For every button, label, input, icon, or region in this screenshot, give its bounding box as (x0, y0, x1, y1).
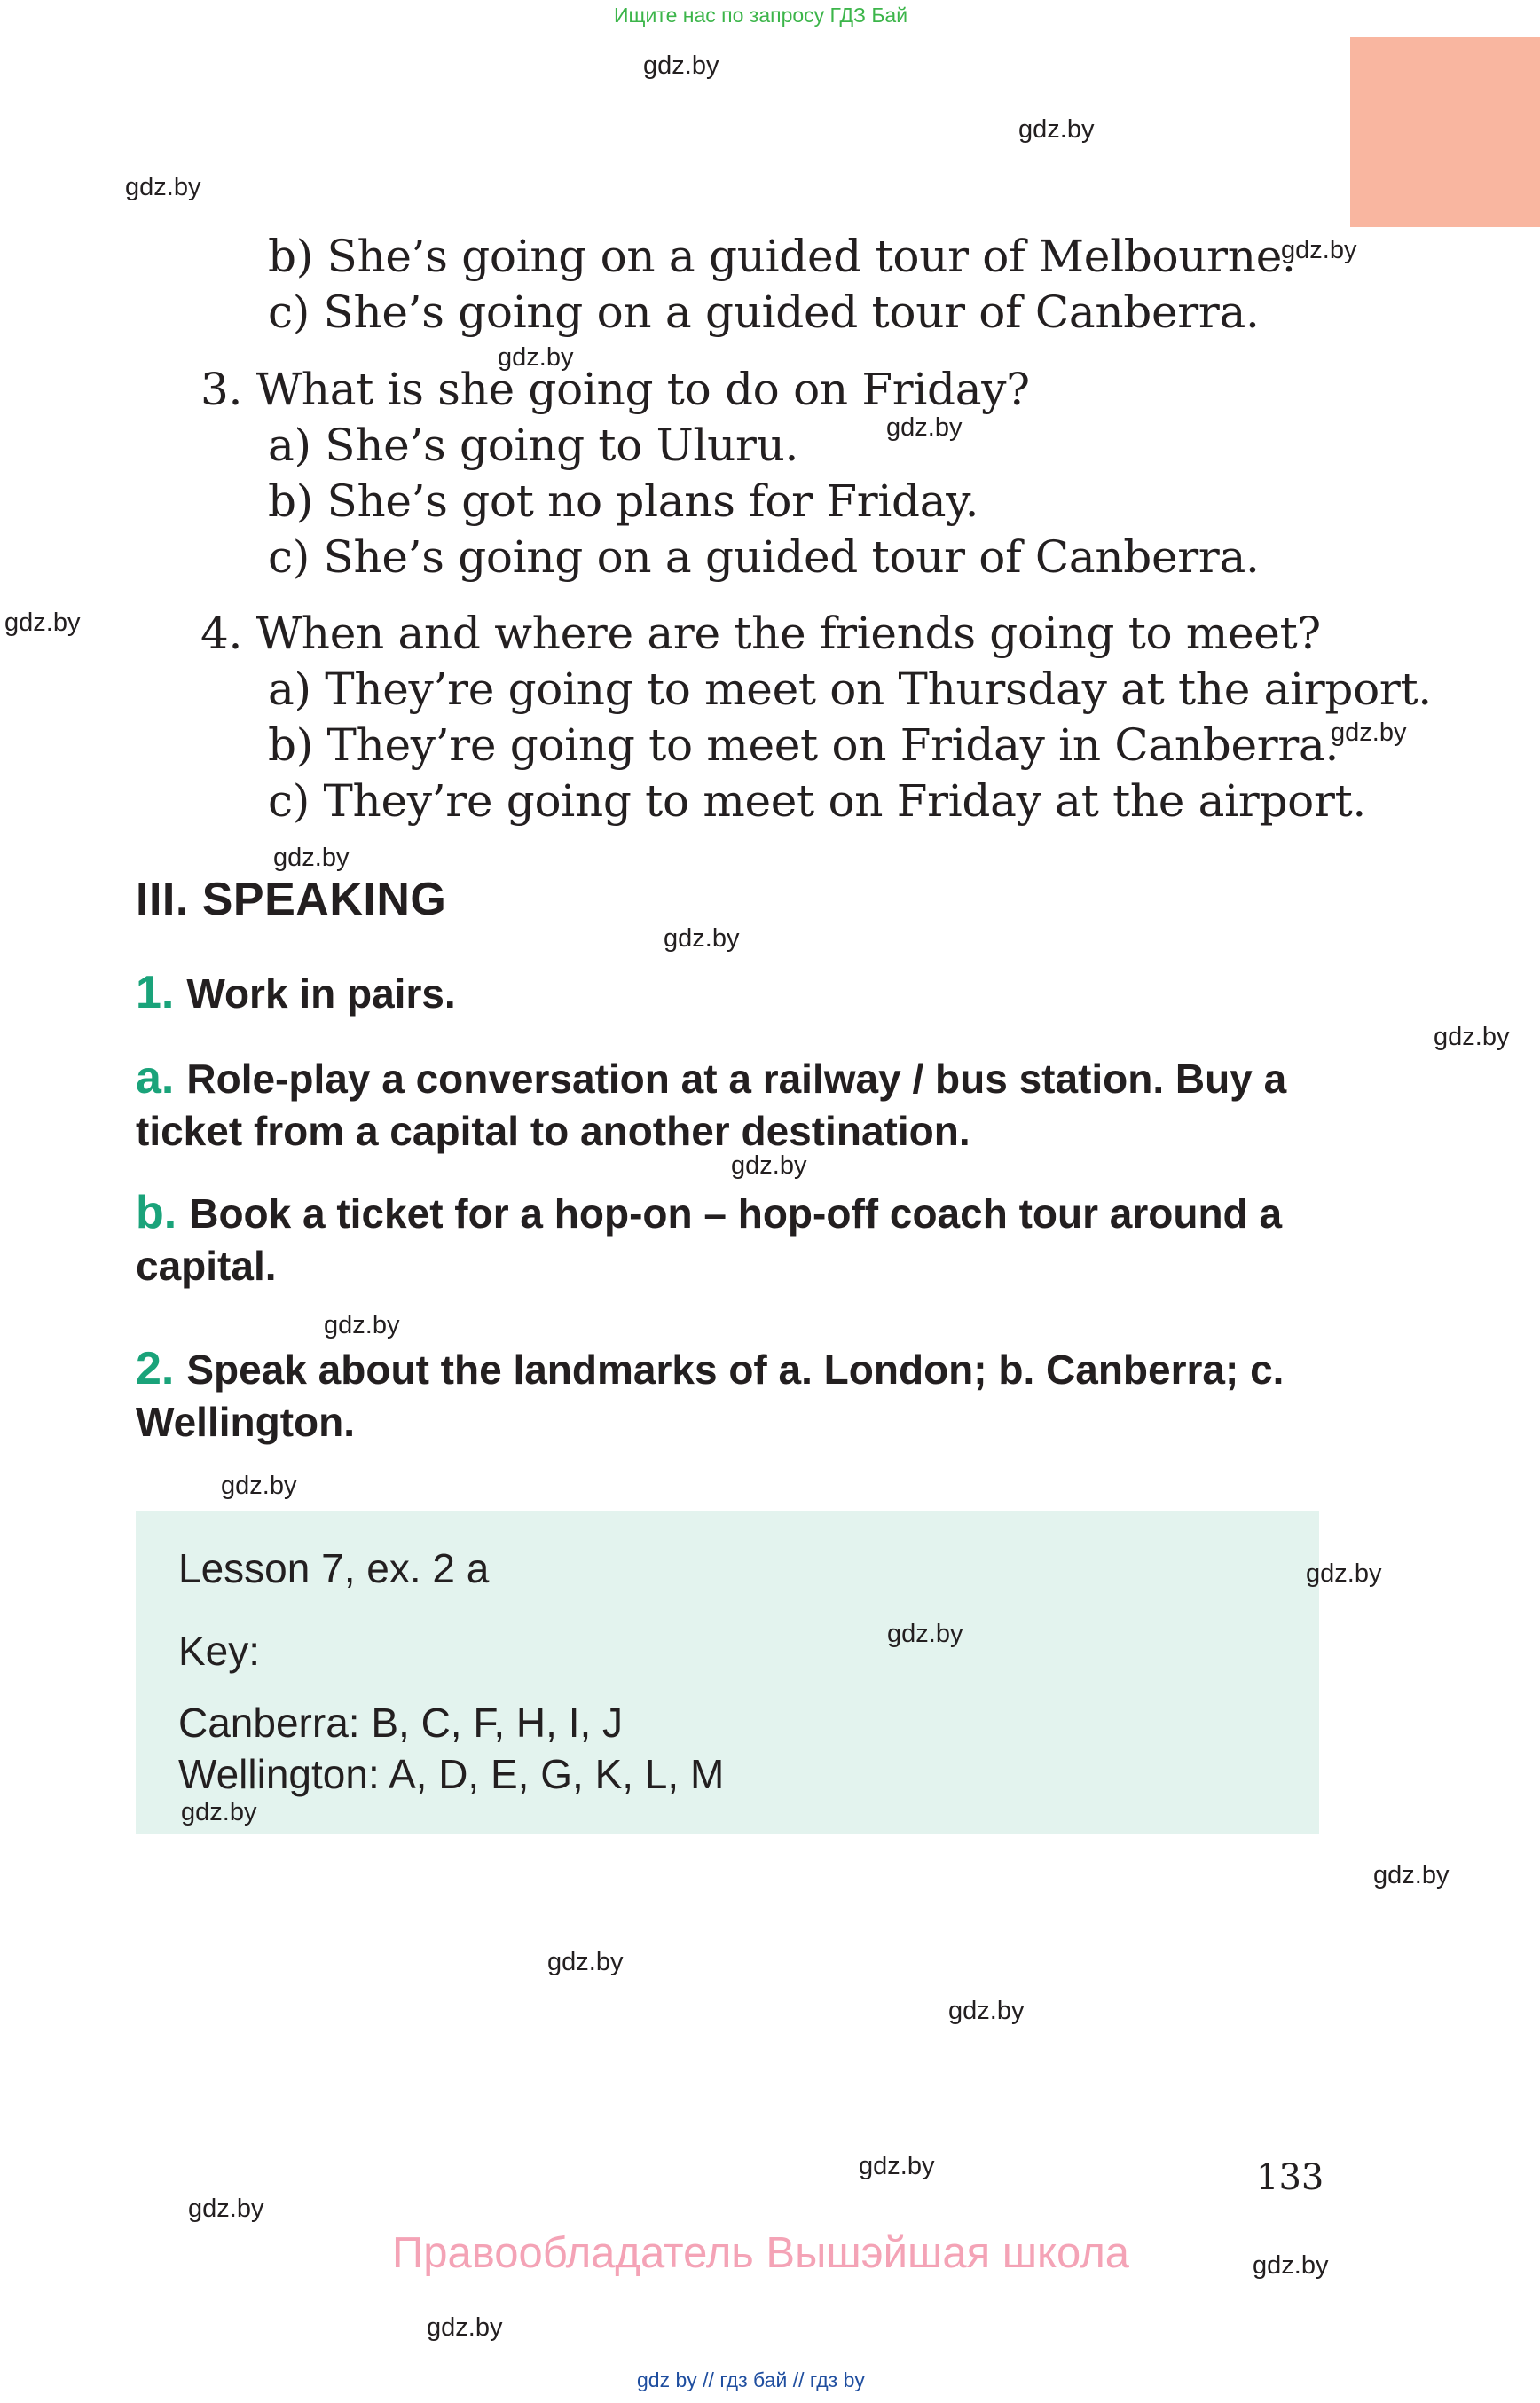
watermark: gdz.by (948, 1997, 1025, 2025)
corner-tab (1350, 37, 1540, 227)
top-banner: Ищите нас по запросу ГДЗ Бай (614, 4, 908, 27)
key-label: Key: (178, 1628, 261, 1674)
watermark: gdz.by (547, 1948, 624, 1976)
answer-key-box (136, 1511, 1319, 1834)
speaking-heading: III. SPEAKING (136, 874, 447, 925)
task-1a-text: Role-play a conversation at a railway / bus station. Buy a ticket from a capital to another destination. (136, 1056, 1287, 1154)
task-1b-letter: b. (136, 1187, 177, 1238)
watermark: gdz.by (643, 51, 719, 80)
key-box-title: Lesson 7, ex. 2 a (178, 1545, 490, 1591)
watermark: gdz.by (1331, 719, 1407, 747)
watermark: gdz.by (664, 924, 740, 953)
task-2 (136, 1343, 1387, 1449)
watermark: gdz.by (886, 413, 962, 442)
q4-question: 4. When and where are the friends going to meet? (200, 608, 1321, 659)
q4-option-c: c) They’re going to meet on Friday at the airport. (268, 775, 1366, 827)
watermark: gdz.by (1434, 1023, 1510, 1051)
key-line-wellington: Wellington: A, D, E, G, K, L, M (178, 1751, 725, 1797)
watermark: gdz.by (731, 1151, 807, 1180)
watermark: gdz.by (1306, 1559, 1382, 1588)
watermark: gdz.by (887, 1620, 963, 1648)
footer-links[interactable]: gdz by // гдз бай // гдз by (637, 2368, 865, 2391)
q2-option-b: b) She’s going on a guided tour of Melbourne. (268, 231, 1296, 282)
key-line-canberra: Canberra: B, C, F, H, I, J (178, 1700, 624, 1746)
q4-option-b: b) They’re going to meet on Friday in Canberra. (268, 719, 1340, 771)
task-2-number: 2. (136, 1343, 175, 1394)
q3-option-a: a) She’s going to Uluru. (268, 420, 799, 471)
q2-option-c: c) She’s going on a guided tour of Canberra. (268, 287, 1260, 338)
page-number: 133 (1256, 2157, 1324, 2198)
q3-option-c: c) She’s going on a guided tour of Canberra. (268, 531, 1260, 583)
watermark: gdz.by (498, 343, 574, 372)
watermark: gdz.by (859, 2152, 935, 2180)
watermark: gdz.by (1018, 115, 1095, 144)
watermark: gdz.by (4, 609, 81, 637)
task-1b (136, 1187, 1387, 1292)
task-1b-text: Book a ticket for a hop-on – hop-off coach tour around a capital. (136, 1190, 1283, 1289)
task-2-text: Speak about the landmarks of a. London; b. Canberra; c. Wellington. (136, 1347, 1285, 1445)
task-1-number: 1. (136, 967, 175, 1018)
watermark: gdz.by (273, 844, 350, 872)
watermark: gdz.by (427, 2313, 503, 2342)
copyright-notice: Правообладатель Вышэйшая школа (392, 2229, 1130, 2277)
watermark: gdz.by (1373, 1861, 1450, 1889)
watermark: gdz.by (1253, 2251, 1329, 2280)
watermark: gdz.by (1281, 236, 1357, 264)
q4-option-a: a) They’re going to meet on Thursday at the airport. (268, 664, 1432, 715)
q3-option-b: b) She’s got no plans for Friday. (268, 475, 979, 527)
watermark: gdz.by (125, 173, 201, 201)
watermark: gdz.by (324, 1311, 400, 1339)
task-1-text: Work in pairs. (186, 970, 456, 1017)
task-1a-letter: a. (136, 1052, 175, 1103)
watermark: gdz.by (188, 2195, 264, 2223)
task-1a (136, 1052, 1387, 1158)
q3-question: 3. What is she going to do on Friday? (200, 364, 1030, 415)
task-1 (136, 967, 1387, 1020)
watermark: gdz.by (221, 1472, 297, 1500)
watermark: gdz.by (181, 1798, 257, 1826)
